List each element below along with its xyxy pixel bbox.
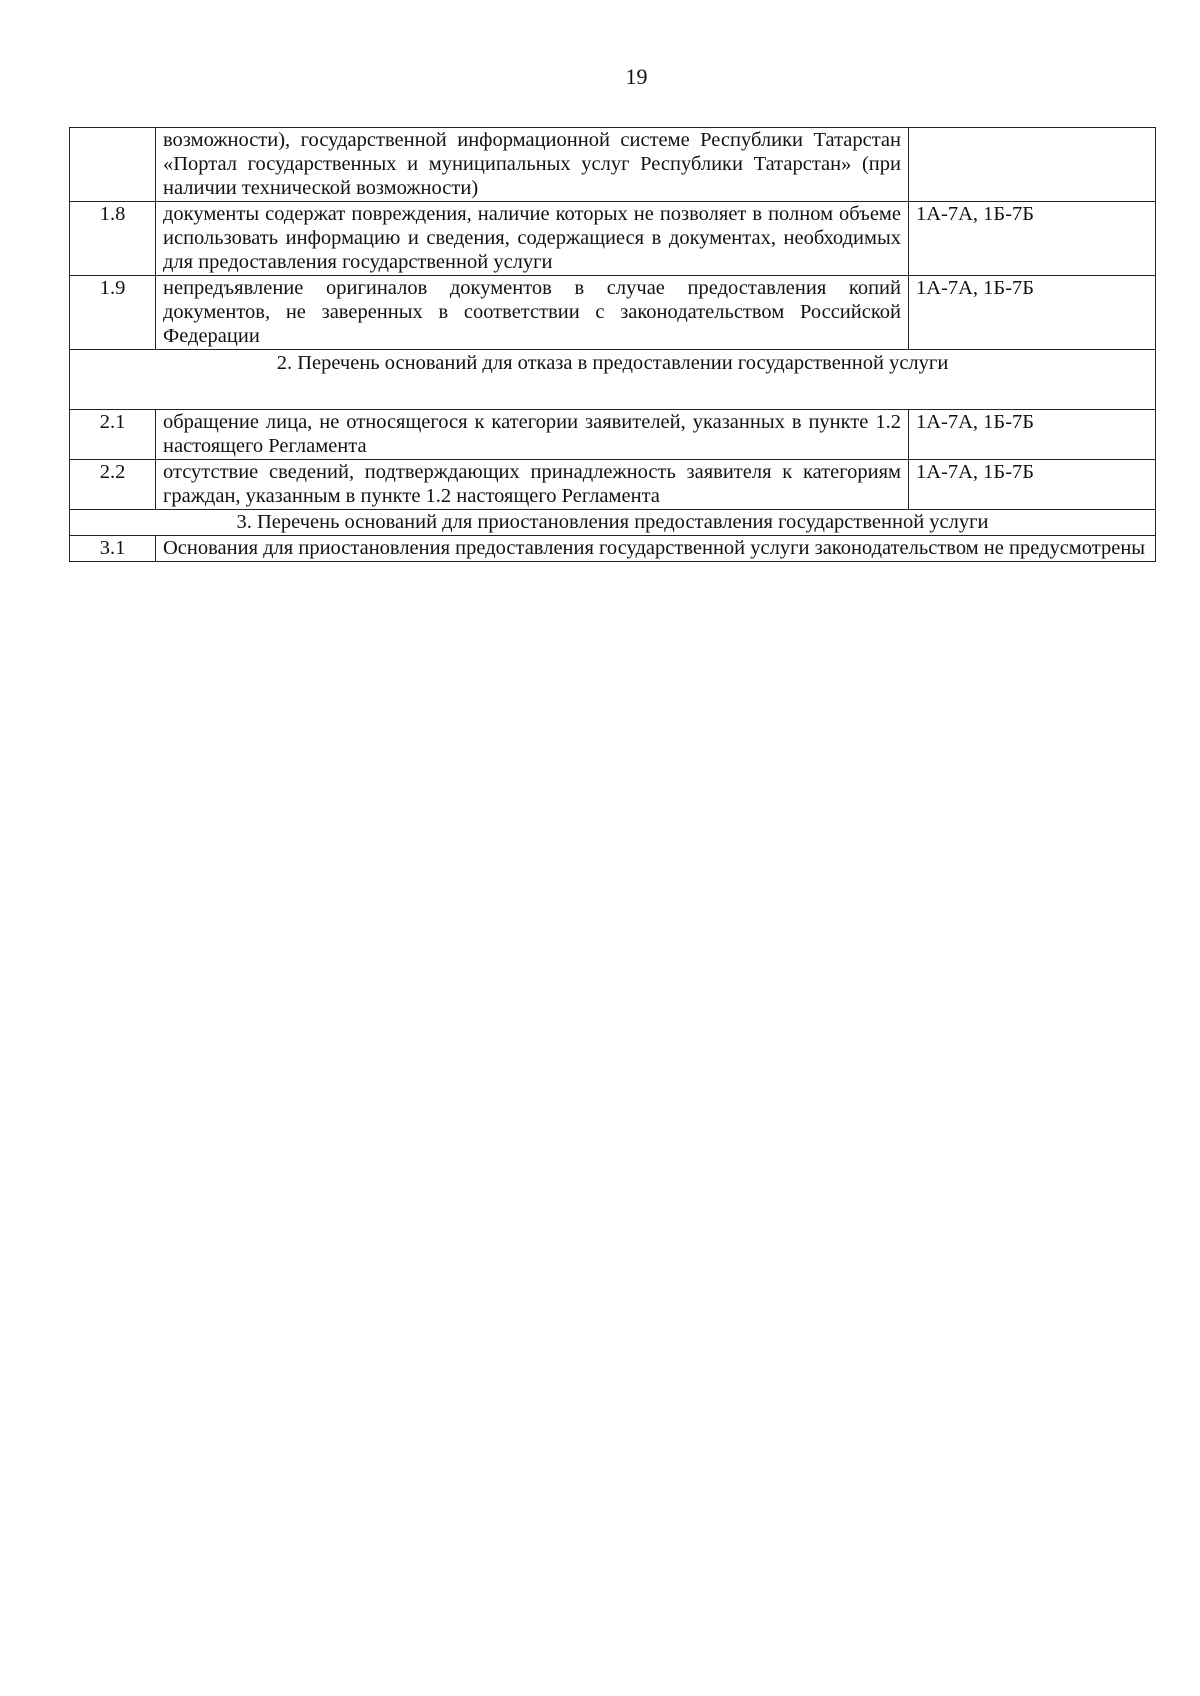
row-text-cell: возможности), государственной информационной системе Республики Татарстан «Портал государственных и муниципальных услуг Республики Татарстан» (при наличии технической возможности) (156, 128, 909, 202)
row-codes-cell: 1А-7А, 1Б-7Б (909, 410, 1156, 460)
table-row (70, 202, 1156, 276)
row-text-cell: непредъявление оригиналов документов в случае предоставления копий документов, не заверенных в соответствии с законодательством Российской Федерации (156, 276, 909, 350)
section-header-row (70, 350, 1156, 410)
row-number-cell: 2.1 (70, 410, 156, 460)
row-text-cell: документы содержат повреждения, наличие которых не позволяет в полном объеме использовать информацию и сведения, содержащиеся в документах, необходимых для предоставления государственной услуги (156, 202, 909, 276)
row-number-cell: 1.8 (70, 202, 156, 276)
table-row (70, 536, 1156, 562)
section-header-row (70, 510, 1156, 536)
table-row (70, 276, 1156, 350)
row-number-cell: 1.9 (70, 276, 156, 350)
row-text-cell: обращение лица, не относящегося к категории заявителей, указанных в пункте 1.2 настоящего Регламента (156, 410, 909, 460)
row-codes-cell: 1А-7А, 1Б-7Б (909, 202, 1156, 276)
row-number-cell: 3.1 (70, 536, 156, 562)
row-text-cell: Основания для приостановления предоставления государственной услуги законодательством не предусмотрены (156, 536, 1156, 562)
row-number-cell: 2.2 (70, 460, 156, 510)
table-row (70, 460, 1156, 510)
row-codes-cell: 1А-7А, 1Б-7Б (909, 460, 1156, 510)
row-codes-cell: 1А-7А, 1Б-7Б (909, 276, 1156, 350)
row-codes-cell (909, 128, 1156, 202)
page-number: 19 (625, 64, 648, 89)
section-3-title: 3. Перечень оснований для приостановления предоставления государственной услуги (70, 510, 1156, 536)
table-row (70, 410, 1156, 460)
section-2-title: 2. Перечень оснований для отказа в предоставлении государственной услуги (70, 350, 1156, 410)
row-text-cell: отсутствие сведений, подтверждающих принадлежность заявителя к категориям граждан, указанным в пункте 1.2 настоящего Регламента (156, 460, 909, 510)
row-number-cell (70, 128, 156, 202)
grounds-table (69, 127, 1156, 562)
table-row (70, 128, 1156, 202)
